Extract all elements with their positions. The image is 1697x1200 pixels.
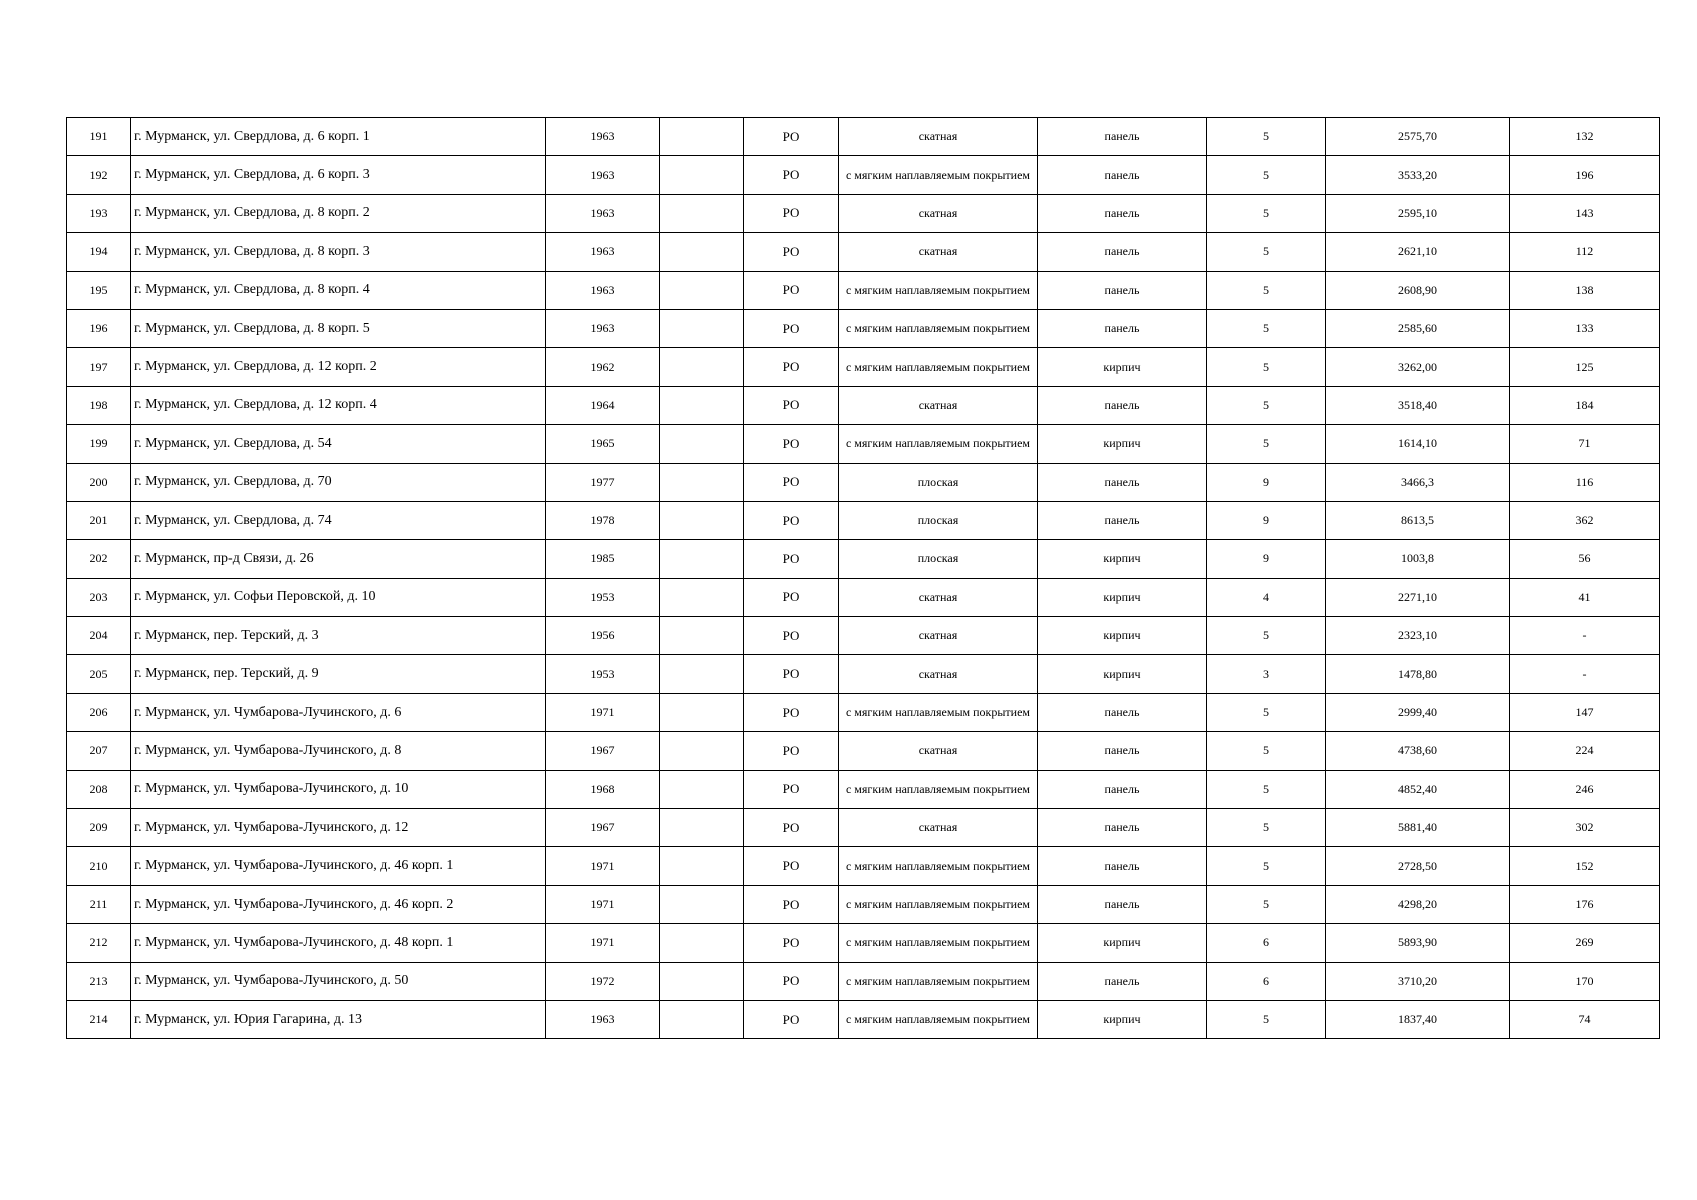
floors-cell: 5 xyxy=(1207,348,1326,386)
roof-type-cell: с мягким наплавляемым покрытием xyxy=(839,924,1038,962)
floors-cell: 5 xyxy=(1207,885,1326,923)
fund-form-cell: РО xyxy=(744,1000,839,1038)
year-built-cell: 1956 xyxy=(546,617,660,655)
wall-material-cell: кирпич xyxy=(1038,655,1207,693)
table-row xyxy=(67,847,1660,885)
area-cell: 2728,50 xyxy=(1326,847,1510,885)
row-number-cell: 205 xyxy=(67,655,131,693)
row-number-cell: 210 xyxy=(67,847,131,885)
area-cell: 2575,70 xyxy=(1326,118,1510,156)
fund-form-cell: РО xyxy=(744,885,839,923)
fund-form-cell: РО xyxy=(744,924,839,962)
table-row xyxy=(67,693,1660,731)
year-built-cell: 1963 xyxy=(546,194,660,232)
wall-material-cell: кирпич xyxy=(1038,348,1207,386)
residents-cell: 116 xyxy=(1510,463,1660,501)
empty-cell xyxy=(660,348,744,386)
address-cell: г. Мурманск, ул. Свердлова, д. 12 корп. 4 xyxy=(131,386,546,424)
empty-cell xyxy=(660,655,744,693)
table-row xyxy=(67,617,1660,655)
row-number-cell: 204 xyxy=(67,617,131,655)
fund-form-cell: РО xyxy=(744,693,839,731)
address-cell: г. Мурманск, ул. Свердлова, д. 6 корп. 1 xyxy=(131,118,546,156)
wall-material-cell: панель xyxy=(1038,194,1207,232)
address-cell: г. Мурманск, ул. Чумбарова-Лучинского, д. 6 xyxy=(131,693,546,731)
area-cell: 1837,40 xyxy=(1326,1000,1510,1038)
wall-material-cell: панель xyxy=(1038,156,1207,194)
empty-cell xyxy=(660,809,744,847)
row-number-cell: 211 xyxy=(67,885,131,923)
floors-cell: 4 xyxy=(1207,578,1326,616)
roof-type-cell: с мягким наплавляемым покрытием xyxy=(839,348,1038,386)
residents-cell: 125 xyxy=(1510,348,1660,386)
wall-material-cell: панель xyxy=(1038,847,1207,885)
roof-type-cell: скатная xyxy=(839,118,1038,156)
row-number-cell: 213 xyxy=(67,962,131,1000)
floors-cell: 5 xyxy=(1207,809,1326,847)
wall-material-cell: кирпич xyxy=(1038,1000,1207,1038)
year-built-cell: 1963 xyxy=(546,271,660,309)
floors-cell: 6 xyxy=(1207,924,1326,962)
residents-cell: 147 xyxy=(1510,693,1660,731)
table-row xyxy=(67,463,1660,501)
floors-cell: 6 xyxy=(1207,962,1326,1000)
wall-material-cell: панель xyxy=(1038,386,1207,424)
area-cell: 2621,10 xyxy=(1326,233,1510,271)
fund-form-cell: РО xyxy=(744,962,839,1000)
roof-type-cell: скатная xyxy=(839,809,1038,847)
address-cell: г. Мурманск, ул. Свердлова, д. 74 xyxy=(131,501,546,539)
row-number-cell: 196 xyxy=(67,309,131,347)
residents-cell: 56 xyxy=(1510,540,1660,578)
floors-cell: 5 xyxy=(1207,693,1326,731)
fund-form-cell: РО xyxy=(744,732,839,770)
table-row xyxy=(67,885,1660,923)
year-built-cell: 1964 xyxy=(546,386,660,424)
floors-cell: 5 xyxy=(1207,194,1326,232)
residents-cell: 41 xyxy=(1510,578,1660,616)
roof-type-cell: скатная xyxy=(839,386,1038,424)
empty-cell xyxy=(660,156,744,194)
address-cell: г. Мурманск, ул. Юрия Гагарина, д. 13 xyxy=(131,1000,546,1038)
area-cell: 3262,00 xyxy=(1326,348,1510,386)
row-number-cell: 200 xyxy=(67,463,131,501)
wall-material-cell: панель xyxy=(1038,962,1207,1000)
residents-cell: 184 xyxy=(1510,386,1660,424)
fund-form-cell: РО xyxy=(744,194,839,232)
row-number-cell: 212 xyxy=(67,924,131,962)
floors-cell: 5 xyxy=(1207,770,1326,808)
address-cell: г. Мурманск, ул. Чумбарова-Лучинского, д. 46 корп. 1 xyxy=(131,847,546,885)
row-number-cell: 203 xyxy=(67,578,131,616)
address-cell: г. Мурманск, ул. Свердлова, д. 70 xyxy=(131,463,546,501)
year-built-cell: 1968 xyxy=(546,770,660,808)
address-cell: г. Мурманск, пер. Терский, д. 3 xyxy=(131,617,546,655)
fund-form-cell: РО xyxy=(744,578,839,616)
table-body xyxy=(67,118,1660,1039)
year-built-cell: 1971 xyxy=(546,924,660,962)
area-cell: 2595,10 xyxy=(1326,194,1510,232)
area-cell: 1614,10 xyxy=(1326,425,1510,463)
row-number-cell: 208 xyxy=(67,770,131,808)
row-number-cell: 198 xyxy=(67,386,131,424)
row-number-cell: 209 xyxy=(67,809,131,847)
year-built-cell: 1985 xyxy=(546,540,660,578)
residents-cell: - xyxy=(1510,655,1660,693)
year-built-cell: 1978 xyxy=(546,501,660,539)
residents-cell: 362 xyxy=(1510,501,1660,539)
table-row xyxy=(67,578,1660,616)
empty-cell xyxy=(660,924,744,962)
roof-type-cell: с мягким наплавляемым покрытием xyxy=(839,847,1038,885)
address-cell: г. Мурманск, ул. Чумбарова-Лучинского, д. 50 xyxy=(131,962,546,1000)
area-cell: 1478,80 xyxy=(1326,655,1510,693)
row-number-cell: 191 xyxy=(67,118,131,156)
wall-material-cell: кирпич xyxy=(1038,617,1207,655)
area-cell: 5893,90 xyxy=(1326,924,1510,962)
table-row xyxy=(67,540,1660,578)
row-number-cell: 197 xyxy=(67,348,131,386)
table-row xyxy=(67,732,1660,770)
year-built-cell: 1972 xyxy=(546,962,660,1000)
residents-cell: 170 xyxy=(1510,962,1660,1000)
table-row xyxy=(67,233,1660,271)
roof-type-cell: скатная xyxy=(839,732,1038,770)
address-cell: г. Мурманск, пр-д Связи, д. 26 xyxy=(131,540,546,578)
residents-cell: 138 xyxy=(1510,271,1660,309)
roof-type-cell: с мягким наплавляемым покрытием xyxy=(839,309,1038,347)
address-cell: г. Мурманск, ул. Чумбарова-Лучинского, д. 12 xyxy=(131,809,546,847)
empty-cell xyxy=(660,1000,744,1038)
area-cell: 4298,20 xyxy=(1326,885,1510,923)
residents-cell: 246 xyxy=(1510,770,1660,808)
floors-cell: 5 xyxy=(1207,617,1326,655)
floors-cell: 3 xyxy=(1207,655,1326,693)
empty-cell xyxy=(660,501,744,539)
fund-form-cell: РО xyxy=(744,655,839,693)
roof-type-cell: с мягким наплавляемым покрытием xyxy=(839,1000,1038,1038)
year-built-cell: 1965 xyxy=(546,425,660,463)
area-cell: 4738,60 xyxy=(1326,732,1510,770)
roof-type-cell: с мягким наплавляемым покрытием xyxy=(839,770,1038,808)
empty-cell xyxy=(660,271,744,309)
wall-material-cell: панель xyxy=(1038,309,1207,347)
fund-form-cell: РО xyxy=(744,501,839,539)
table-row xyxy=(67,501,1660,539)
roof-type-cell: плоская xyxy=(839,501,1038,539)
floors-cell: 9 xyxy=(1207,540,1326,578)
fund-form-cell: РО xyxy=(744,348,839,386)
residents-cell: 302 xyxy=(1510,809,1660,847)
housing-registry-table xyxy=(66,117,1660,1039)
year-built-cell: 1963 xyxy=(546,1000,660,1038)
roof-type-cell: скатная xyxy=(839,233,1038,271)
roof-type-cell: с мягким наплавляемым покрытием xyxy=(839,156,1038,194)
area-cell: 8613,5 xyxy=(1326,501,1510,539)
empty-cell xyxy=(660,732,744,770)
residents-cell: 133 xyxy=(1510,309,1660,347)
year-built-cell: 1971 xyxy=(546,885,660,923)
floors-cell: 5 xyxy=(1207,732,1326,770)
wall-material-cell: панель xyxy=(1038,233,1207,271)
floors-cell: 5 xyxy=(1207,309,1326,347)
wall-material-cell: панель xyxy=(1038,463,1207,501)
area-cell: 2585,60 xyxy=(1326,309,1510,347)
floors-cell: 9 xyxy=(1207,501,1326,539)
roof-type-cell: скатная xyxy=(839,194,1038,232)
year-built-cell: 1963 xyxy=(546,309,660,347)
empty-cell xyxy=(660,885,744,923)
table-row xyxy=(67,1000,1660,1038)
year-built-cell: 1971 xyxy=(546,693,660,731)
row-number-cell: 201 xyxy=(67,501,131,539)
wall-material-cell: панель xyxy=(1038,885,1207,923)
area-cell: 2608,90 xyxy=(1326,271,1510,309)
empty-cell xyxy=(660,770,744,808)
roof-type-cell: с мягким наплавляемым покрытием xyxy=(839,425,1038,463)
table-row xyxy=(67,271,1660,309)
fund-form-cell: РО xyxy=(744,540,839,578)
fund-form-cell: РО xyxy=(744,425,839,463)
roof-type-cell: скатная xyxy=(839,655,1038,693)
fund-form-cell: РО xyxy=(744,118,839,156)
empty-cell xyxy=(660,386,744,424)
roof-type-cell: с мягким наплавляемым покрытием xyxy=(839,271,1038,309)
year-built-cell: 1953 xyxy=(546,578,660,616)
residents-cell: 71 xyxy=(1510,425,1660,463)
roof-type-cell: плоская xyxy=(839,463,1038,501)
residents-cell: 143 xyxy=(1510,194,1660,232)
empty-cell xyxy=(660,962,744,1000)
year-built-cell: 1963 xyxy=(546,118,660,156)
table-row xyxy=(67,655,1660,693)
residents-cell: 196 xyxy=(1510,156,1660,194)
area-cell: 4852,40 xyxy=(1326,770,1510,808)
address-cell: г. Мурманск, ул. Свердлова, д. 6 корп. 3 xyxy=(131,156,546,194)
table-row xyxy=(67,156,1660,194)
roof-type-cell: скатная xyxy=(839,578,1038,616)
empty-cell xyxy=(660,463,744,501)
fund-form-cell: РО xyxy=(744,617,839,655)
fund-form-cell: РО xyxy=(744,309,839,347)
fund-form-cell: РО xyxy=(744,809,839,847)
year-built-cell: 1967 xyxy=(546,809,660,847)
area-cell: 5881,40 xyxy=(1326,809,1510,847)
wall-material-cell: панель xyxy=(1038,271,1207,309)
area-cell: 3518,40 xyxy=(1326,386,1510,424)
address-cell: г. Мурманск, ул. Свердлова, д. 54 xyxy=(131,425,546,463)
area-cell: 1003,8 xyxy=(1326,540,1510,578)
fund-form-cell: РО xyxy=(744,847,839,885)
floors-cell: 5 xyxy=(1207,156,1326,194)
year-built-cell: 1953 xyxy=(546,655,660,693)
row-number-cell: 214 xyxy=(67,1000,131,1038)
fund-form-cell: РО xyxy=(744,770,839,808)
fund-form-cell: РО xyxy=(744,233,839,271)
roof-type-cell: с мягким наплавляемым покрытием xyxy=(839,962,1038,1000)
address-cell: г. Мурманск, ул. Свердлова, д. 8 корп. 3 xyxy=(131,233,546,271)
row-number-cell: 199 xyxy=(67,425,131,463)
address-cell: г. Мурманск, ул. Свердлова, д. 8 корп. 5 xyxy=(131,309,546,347)
wall-material-cell: панель xyxy=(1038,118,1207,156)
wall-material-cell: кирпич xyxy=(1038,924,1207,962)
table-row xyxy=(67,348,1660,386)
wall-material-cell: кирпич xyxy=(1038,578,1207,616)
row-number-cell: 192 xyxy=(67,156,131,194)
empty-cell xyxy=(660,847,744,885)
floors-cell: 5 xyxy=(1207,386,1326,424)
floors-cell: 9 xyxy=(1207,463,1326,501)
table-row xyxy=(67,194,1660,232)
table-row xyxy=(67,770,1660,808)
wall-material-cell: кирпич xyxy=(1038,425,1207,463)
year-built-cell: 1967 xyxy=(546,732,660,770)
roof-type-cell: скатная xyxy=(839,617,1038,655)
address-cell: г. Мурманск, ул. Свердлова, д. 8 корп. 4 xyxy=(131,271,546,309)
residents-cell: 74 xyxy=(1510,1000,1660,1038)
floors-cell: 5 xyxy=(1207,118,1326,156)
residents-cell: 132 xyxy=(1510,118,1660,156)
table-row xyxy=(67,809,1660,847)
wall-material-cell: панель xyxy=(1038,732,1207,770)
floors-cell: 5 xyxy=(1207,425,1326,463)
year-built-cell: 1971 xyxy=(546,847,660,885)
residents-cell: 269 xyxy=(1510,924,1660,962)
wall-material-cell: панель xyxy=(1038,693,1207,731)
area-cell: 2323,10 xyxy=(1326,617,1510,655)
address-cell: г. Мурманск, ул. Свердлова, д. 8 корп. 2 xyxy=(131,194,546,232)
floors-cell: 5 xyxy=(1207,233,1326,271)
fund-form-cell: РО xyxy=(744,156,839,194)
residents-cell: 112 xyxy=(1510,233,1660,271)
floors-cell: 5 xyxy=(1207,271,1326,309)
row-number-cell: 202 xyxy=(67,540,131,578)
empty-cell xyxy=(660,233,744,271)
year-built-cell: 1963 xyxy=(546,233,660,271)
residents-cell: 152 xyxy=(1510,847,1660,885)
fund-form-cell: РО xyxy=(744,463,839,501)
empty-cell xyxy=(660,194,744,232)
residents-cell: 224 xyxy=(1510,732,1660,770)
area-cell: 3533,20 xyxy=(1326,156,1510,194)
empty-cell xyxy=(660,540,744,578)
table-row xyxy=(67,118,1660,156)
row-number-cell: 206 xyxy=(67,693,131,731)
wall-material-cell: панель xyxy=(1038,770,1207,808)
address-cell: г. Мурманск, ул. Софьи Перовской, д. 10 xyxy=(131,578,546,616)
address-cell: г. Мурманск, ул. Чумбарова-Лучинского, д. 8 xyxy=(131,732,546,770)
row-number-cell: 195 xyxy=(67,271,131,309)
empty-cell xyxy=(660,693,744,731)
empty-cell xyxy=(660,578,744,616)
year-built-cell: 1963 xyxy=(546,156,660,194)
table-row xyxy=(67,962,1660,1000)
address-cell: г. Мурманск, ул. Свердлова, д. 12 корп. 2 xyxy=(131,348,546,386)
wall-material-cell: панель xyxy=(1038,809,1207,847)
floors-cell: 5 xyxy=(1207,847,1326,885)
empty-cell xyxy=(660,309,744,347)
wall-material-cell: кирпич xyxy=(1038,540,1207,578)
address-cell: г. Мурманск, ул. Чумбарова-Лучинского, д. 10 xyxy=(131,770,546,808)
residents-cell: - xyxy=(1510,617,1660,655)
area-cell: 3710,20 xyxy=(1326,962,1510,1000)
address-cell: г. Мурманск, ул. Чумбарова-Лучинского, д. 46 корп. 2 xyxy=(131,885,546,923)
row-number-cell: 193 xyxy=(67,194,131,232)
empty-cell xyxy=(660,617,744,655)
table-row xyxy=(67,386,1660,424)
empty-cell xyxy=(660,425,744,463)
roof-type-cell: плоская xyxy=(839,540,1038,578)
year-built-cell: 1977 xyxy=(546,463,660,501)
empty-cell xyxy=(660,118,744,156)
table-row xyxy=(67,425,1660,463)
roof-type-cell: с мягким наплавляемым покрытием xyxy=(839,885,1038,923)
row-number-cell: 207 xyxy=(67,732,131,770)
address-cell: г. Мурманск, ул. Чумбарова-Лучинского, д. 48 корп. 1 xyxy=(131,924,546,962)
table-row xyxy=(67,309,1660,347)
area-cell: 2271,10 xyxy=(1326,578,1510,616)
address-cell: г. Мурманск, пер. Терский, д. 9 xyxy=(131,655,546,693)
fund-form-cell: РО xyxy=(744,271,839,309)
floors-cell: 5 xyxy=(1207,1000,1326,1038)
area-cell: 2999,40 xyxy=(1326,693,1510,731)
table-row xyxy=(67,924,1660,962)
residents-cell: 176 xyxy=(1510,885,1660,923)
wall-material-cell: панель xyxy=(1038,501,1207,539)
area-cell: 3466,3 xyxy=(1326,463,1510,501)
year-built-cell: 1962 xyxy=(546,348,660,386)
roof-type-cell: с мягким наплавляемым покрытием xyxy=(839,693,1038,731)
fund-form-cell: РО xyxy=(744,386,839,424)
row-number-cell: 194 xyxy=(67,233,131,271)
